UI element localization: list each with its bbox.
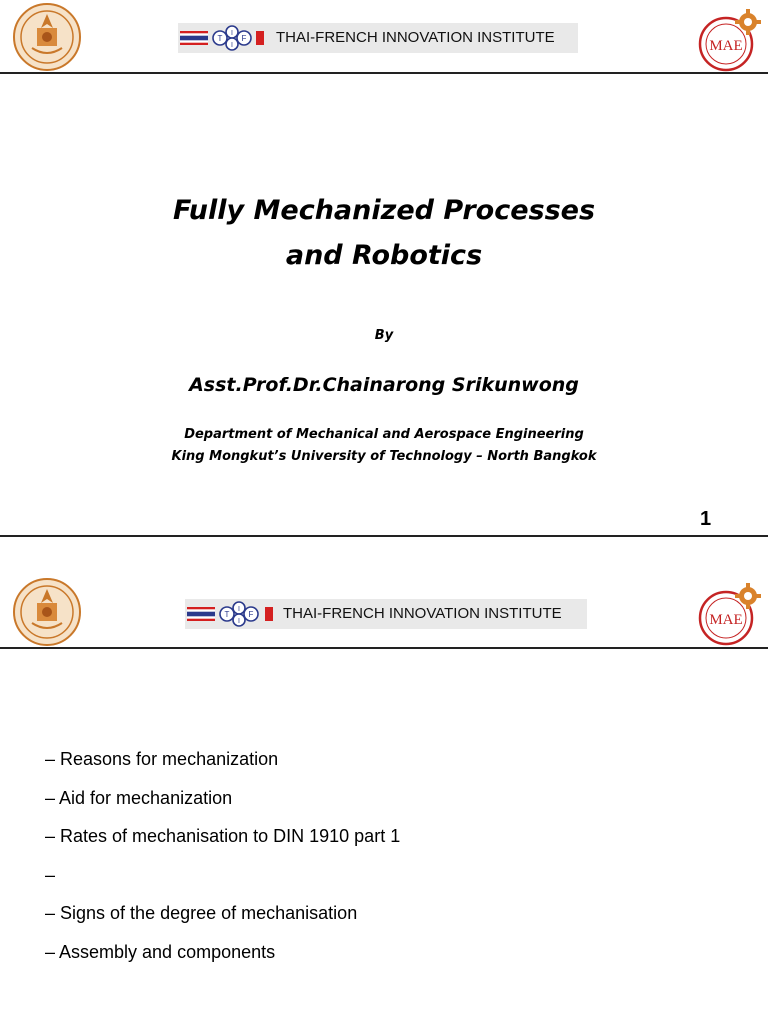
thai-flag-icon [187,607,215,621]
tfii-logo-icon [215,601,263,627]
header-divider [0,72,768,74]
mae-gear-logo [696,582,762,648]
svg-text:I: I [231,30,233,37]
topic-list [45,744,400,975]
svg-text:T: T [224,610,230,619]
institute-name: THAI-FRENCH INNOVATION INSTITUTE [283,605,562,622]
institute-banner [185,599,587,629]
mae-logo-text: MAE [709,38,743,54]
title-line-1: Fully Mechanized Processes [172,195,596,226]
thai-flag-icon [180,31,208,45]
french-red-bar [265,607,273,621]
svg-text:T: T [217,34,223,43]
svg-text:I: I [238,606,240,613]
list-item: – Aid for mechanization [45,787,233,808]
list-item: – Rates of mechanisation to DIN 1910 part 1 [45,826,401,846]
svg-text:I: I [238,618,240,625]
institute-banner [178,23,578,53]
list-item: – [45,864,56,885]
department-line-1: Department of Mechanical and Aerospace Engineering [184,427,584,442]
slide-2 [0,540,768,1024]
svg-text:I: I [231,42,233,49]
list-item: – Signs of the degree of mechanisation [45,903,358,923]
mae-gear-logo [696,8,762,74]
kmutnb-seal-logo [12,577,82,647]
slide-title [0,188,768,278]
institute-name: THAI-FRENCH INNOVATION INSTITUTE [276,29,555,46]
mae-logo-text: MAE [709,612,743,628]
author-name: Asst.Prof.Dr.Chainarong Srikunwong [189,374,579,396]
page-number: 1 [700,508,712,530]
tfii-logo-icon [208,25,256,51]
list-item: – Reasons for mechanization [45,749,279,769]
french-red-bar [256,31,264,45]
title-line-2: and Robotics [285,240,483,271]
kmutnb-seal-logo [12,2,82,72]
list-item: – Assembly and components [45,941,276,962]
header-divider [0,647,768,649]
svg-text:F: F [248,610,254,619]
footer-divider [0,535,768,537]
by-label: By [374,328,394,343]
svg-text:F: F [241,34,247,43]
department-line-2: King Mongkut’s University of Technology – North Bangkok [171,449,597,464]
department-block [0,424,768,468]
